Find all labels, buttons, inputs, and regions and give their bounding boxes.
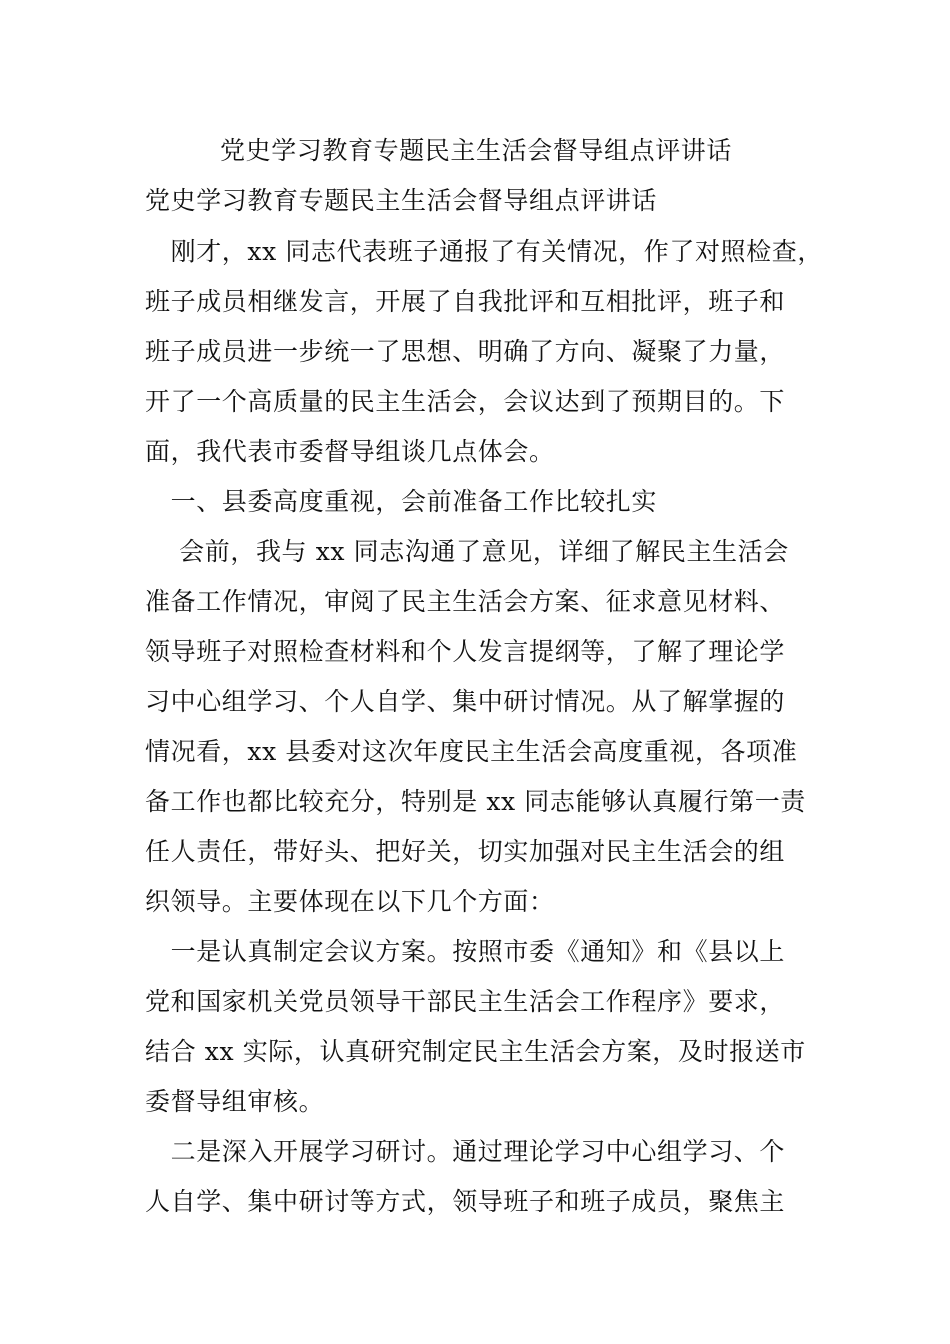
text-line: 任人责任，带好头、把好关，切实加强对民主生活会的组: [145, 837, 786, 866]
text-line: 班子成员相继发言，开展了自我批评和互相批评，班子和: [145, 287, 786, 316]
text-line: 情况看，xx 县委对这次年度民主生活会高度重视，各项准: [145, 737, 798, 766]
text-line: 人自学、集中研讨等方式，领导班子和班子成员，聚焦主: [145, 1187, 786, 1216]
text-line: 一是认真制定会议方案。按照市委《通知》和《县以上: [145, 937, 786, 966]
section-heading: 一、县委高度重视，会前准备工作比较扎实: [145, 487, 658, 516]
document-title: 党史学习教育专题民主生活会督导组点评讲话: [220, 136, 733, 165]
text-line: 结合 xx 实际，认真研究制定民主生活会方案，及时报送市: [145, 1037, 806, 1066]
text-line: 会前，我与 xx 同志沟通了意见，详细了解民主生活会: [145, 537, 789, 566]
text-line: 二是深入开展学习研讨。通过理论学习中心组学习、个: [145, 1137, 786, 1166]
text-line: 织领导。主要体现在以下几个方面：: [145, 887, 555, 916]
text-line: 备工作也都比较充分，特别是 xx 同志能够认真履行第一责: [145, 787, 806, 816]
text-line: 面，我代表市委督导组谈几点体会。: [145, 437, 555, 466]
text-line: 领导班子对照检查材料和个人发言提纲等，了解了理论学: [145, 637, 786, 666]
text-line: 党和国家机关党员领导干部民主生活会工作程序》要求，: [145, 987, 786, 1016]
text-line: 习中心组学习、个人自学、集中研讨情况。从了解掌握的: [145, 687, 786, 716]
text-line: 党史学习教育专题民主生活会督导组点评讲话: [145, 186, 658, 215]
text-line: 刚才，xx 同志代表班子通报了有关情况，作了对照检查，: [145, 237, 823, 266]
text-line: 准备工作情况，审阅了民主生活会方案、征求意见材料、: [145, 587, 786, 616]
text-line: 委督导组审核。: [145, 1087, 325, 1116]
text-line: 班子成员进一步统一了思想、明确了方向、凝聚了力量，: [145, 337, 786, 366]
text-line: 开了一个高质量的民主生活会，会议达到了预期目的。下: [145, 387, 786, 416]
